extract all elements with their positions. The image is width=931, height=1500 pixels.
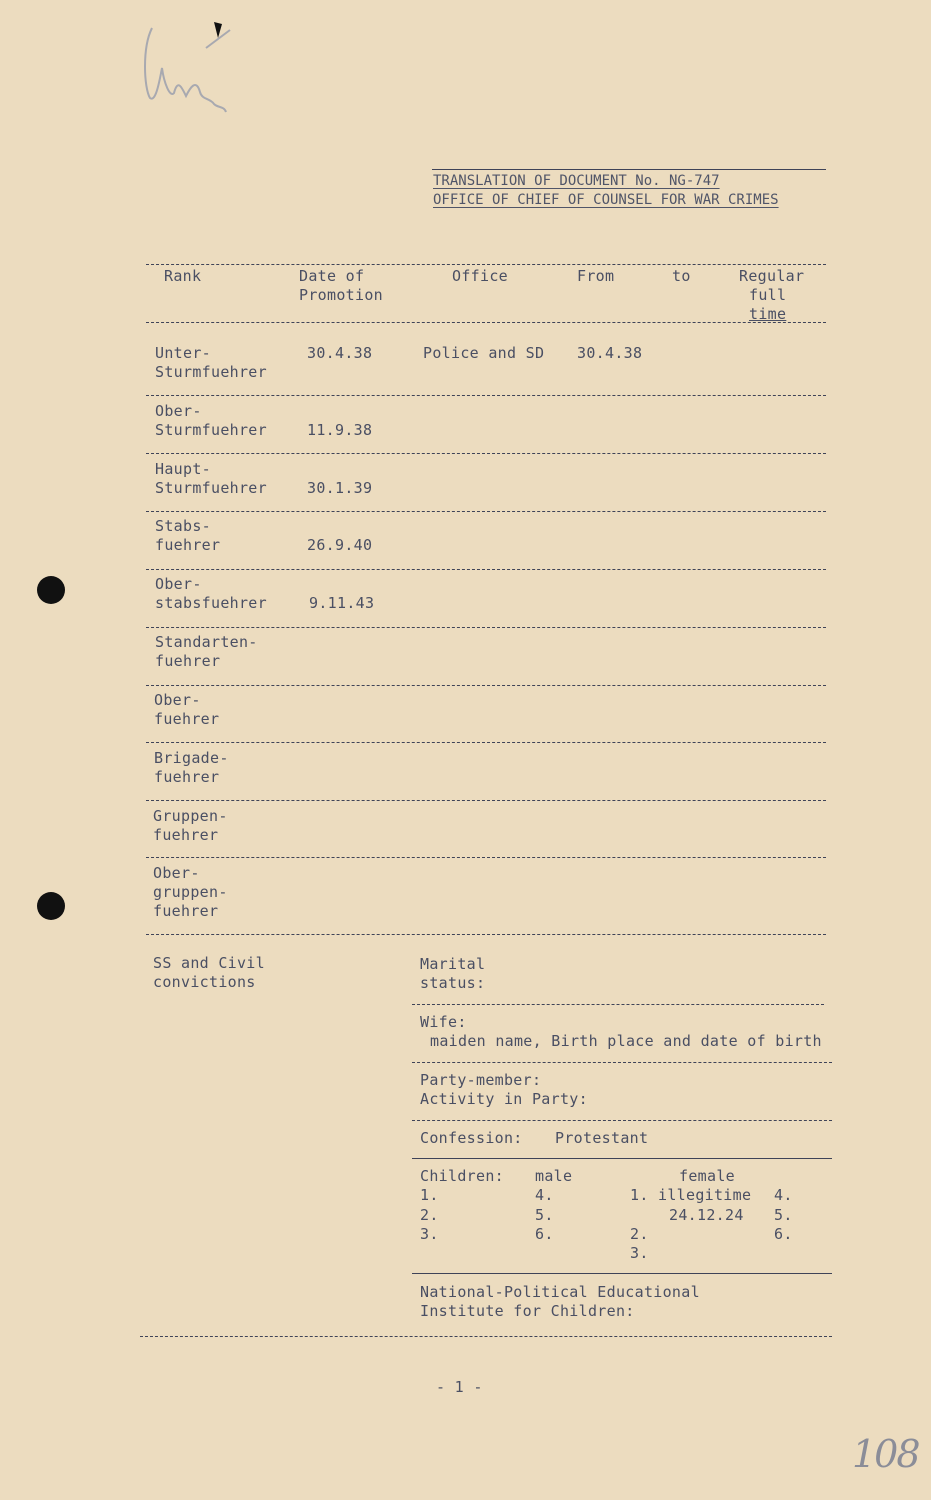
rank-3-line1: Haupt-: [155, 460, 211, 478]
party-member-label: Party-member:: [420, 1071, 542, 1089]
marital-label-2: status:: [420, 974, 486, 992]
col-regular-2: full: [749, 286, 787, 304]
col-office: Office: [452, 267, 508, 285]
col-date-1: Date of: [299, 267, 365, 285]
rank-2-date: 11.9.38: [307, 421, 373, 439]
office-title: OFFICE OF CHIEF OF COUNSEL FOR WAR CRIMES: [433, 192, 779, 208]
female-4: 4.: [774, 1186, 793, 1204]
rank-3-line2: Sturmfuehrer: [155, 479, 267, 497]
child-2: 2.: [420, 1206, 439, 1224]
section-bottom-rule: [140, 1336, 832, 1337]
rank-8-line1: Brigade-: [154, 749, 229, 767]
confession-rule: [412, 1158, 832, 1159]
row-rule: [146, 453, 826, 454]
marital-rule: [412, 1004, 824, 1005]
children-label: Children:: [420, 1167, 504, 1185]
rank-2-line2: Sturmfuehrer: [155, 421, 267, 439]
col-from: From: [577, 267, 615, 285]
rank-1-line1: Unter-: [155, 344, 211, 362]
row-rule: [146, 569, 826, 570]
rank-5-line2: stabsfuehrer: [155, 594, 267, 612]
rank-1-line2: Sturmfuehrer: [155, 363, 267, 381]
col-date-2: Promotion: [299, 286, 383, 304]
row-rule: [146, 627, 826, 628]
child-1: 1.: [420, 1186, 439, 1204]
confession-value: Protestant: [555, 1129, 649, 1147]
col-to: to: [672, 267, 691, 285]
row-rule: [146, 511, 826, 512]
male-5: 5.: [535, 1206, 554, 1224]
wife-rule: [412, 1062, 832, 1063]
male-4: 4.: [535, 1186, 554, 1204]
rank-10-line1: Ober-: [153, 864, 200, 882]
rank-1-from: 30.4.38: [577, 344, 643, 362]
rank-3-date: 30.1.39: [307, 479, 373, 497]
children-female-header: female: [679, 1167, 735, 1185]
wife-subfields: maiden name, Birth place and date of birth: [430, 1032, 822, 1050]
marital-label-1: Marital: [420, 955, 486, 973]
rank-7-line1: Ober-: [154, 691, 201, 709]
rank-9-line1: Gruppen-: [153, 807, 228, 825]
institute-label-1: National-Political Educational: [420, 1283, 700, 1301]
rank-10-line2: gruppen-: [153, 883, 228, 901]
children-rule: [412, 1273, 832, 1274]
handwritten-signature: [140, 8, 240, 118]
rank-6-line2: fuehrer: [155, 652, 221, 670]
rank-6-line1: Standarten-: [155, 633, 258, 651]
confession-label: Confession:: [420, 1129, 523, 1147]
rank-1-date: 30.4.38: [307, 344, 373, 362]
col-rank: Rank: [164, 267, 202, 285]
female-1: 1. illegitime: [630, 1186, 752, 1204]
institute-label-2: Institute for Children:: [420, 1302, 635, 1320]
rank-4-line2: fuehrer: [155, 536, 221, 554]
wife-label: Wife:: [420, 1013, 467, 1031]
convictions-label-2: convictions: [153, 973, 256, 991]
document-title: TRANSLATION OF DOCUMENT No. NG-747: [433, 173, 720, 189]
header-top-rule: [432, 169, 826, 170]
row-rule: [146, 742, 826, 743]
punch-hole-bottom: [37, 892, 65, 920]
rank-10-line3: fuehrer: [153, 902, 219, 920]
female-1-date: 24.12.24: [669, 1206, 744, 1224]
female-6: 6.: [774, 1225, 793, 1243]
col-regular-1: Regular: [739, 267, 805, 285]
rank-1-office: Police and SD: [423, 344, 545, 362]
child-3: 3.: [420, 1225, 439, 1243]
table-bottom-rule: [146, 934, 826, 935]
rank-5-date: 9.11.43: [309, 594, 375, 612]
col-regular-3: time: [749, 305, 787, 323]
female-3: 3.: [630, 1244, 649, 1262]
party-activity-label: Activity in Party:: [420, 1090, 588, 1108]
table-top-rule: [146, 264, 826, 265]
punch-hole-top: [37, 576, 65, 604]
party-rule: [412, 1120, 832, 1121]
female-2: 2.: [630, 1225, 649, 1243]
page-number: - 1 -: [436, 1378, 483, 1396]
row-rule: [146, 395, 826, 396]
rank-8-line2: fuehrer: [154, 768, 220, 786]
rank-9-line2: fuehrer: [153, 826, 219, 844]
row-rule: [146, 685, 826, 686]
male-6: 6.: [535, 1225, 554, 1243]
row-rule: [146, 857, 826, 858]
rank-7-line2: fuehrer: [154, 710, 220, 728]
rank-2-line1: Ober-: [155, 402, 202, 420]
rank-5-line1: Ober-: [155, 575, 202, 593]
children-male-header: male: [535, 1167, 573, 1185]
rank-4-date: 26.9.40: [307, 536, 373, 554]
header-bottom-rule: [146, 322, 826, 323]
row-rule: [146, 800, 826, 801]
handwritten-page-number: 108: [852, 1432, 919, 1476]
rank-4-line1: Stabs-: [155, 517, 211, 535]
convictions-label-1: SS and Civil: [153, 954, 265, 972]
female-5: 5.: [774, 1206, 793, 1224]
